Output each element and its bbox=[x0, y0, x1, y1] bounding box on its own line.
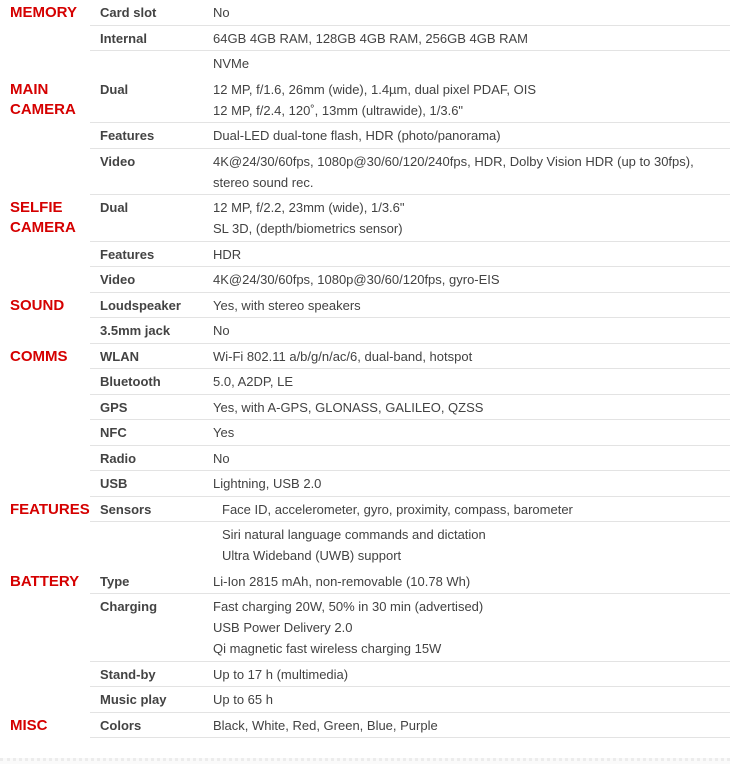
spec-label: Charging bbox=[100, 599, 158, 614]
spec-value-line: No bbox=[213, 5, 230, 20]
section-title bbox=[0, 125, 90, 146]
spec-label: WLAN bbox=[100, 348, 139, 364]
spec-value-line: No bbox=[213, 450, 230, 466]
section-title bbox=[0, 320, 90, 341]
spec-row bbox=[0, 123, 730, 149]
spec-value bbox=[203, 28, 730, 49]
spec-value bbox=[203, 151, 730, 193]
page-footer bbox=[0, 738, 730, 764]
spec-value-line: Yes bbox=[213, 425, 235, 440]
spec-label: Radio bbox=[100, 450, 137, 466]
spec-value-line: Qi magnetic fast wireless charging 15W bbox=[213, 641, 442, 656]
spec-value bbox=[203, 295, 730, 316]
spec-value-line: HDR bbox=[213, 246, 242, 262]
section-title bbox=[0, 269, 90, 290]
section-title bbox=[0, 244, 90, 265]
spec-value-line: Up to 65 h bbox=[213, 692, 273, 707]
section-title: MEMORY bbox=[10, 4, 77, 21]
spec-value bbox=[203, 320, 730, 341]
section-title bbox=[0, 473, 90, 494]
spec-row bbox=[0, 395, 730, 421]
spec-value bbox=[203, 715, 730, 736]
spec-label: Internal bbox=[100, 30, 147, 46]
spec-value bbox=[203, 422, 730, 443]
spec-label: Colors bbox=[100, 717, 142, 733]
spec-value-line: 12 MP, f/2.2, 23mm (wide), 1/3.6" bbox=[213, 200, 405, 215]
spec-value-line: 4K@24/30/60fps, 1080p@30/60/120/240fps, HDR, Dolby Vision HDR (up to 30fps), stereo sound rec. bbox=[213, 153, 694, 190]
spec-value-line: Black, White, Red, Green, Blue, Purple bbox=[213, 717, 438, 733]
section-title: SOUND bbox=[10, 296, 65, 314]
spec-label: Video bbox=[100, 272, 136, 287]
spec-value bbox=[203, 53, 730, 74]
section-title bbox=[0, 53, 90, 74]
spec-label: Dual bbox=[100, 81, 129, 97]
spec-row bbox=[0, 242, 730, 268]
spec-row bbox=[0, 51, 730, 77]
spec-row bbox=[0, 77, 730, 124]
spec-row bbox=[0, 471, 730, 497]
spec-value bbox=[203, 244, 730, 265]
spec-label bbox=[90, 53, 203, 74]
spec-label: Features bbox=[100, 246, 155, 262]
spec-value-line: 4K@24/30/60fps, 1080p@30/60/120fps, gyro-EIS bbox=[213, 272, 500, 287]
spec-value-line: 64GB 4GB RAM, 128GB 4GB RAM, 256GB 4GB RAM bbox=[213, 30, 529, 46]
spec-value-line: 12 MP, f/1.6, 26mm (wide), 1.4µm, dual pixel PDAF, OIS bbox=[213, 81, 536, 97]
spec-row bbox=[0, 594, 730, 662]
spec-label: Video bbox=[100, 153, 136, 169]
spec-value bbox=[203, 689, 730, 710]
spec-row bbox=[0, 26, 730, 52]
spec-label: Card slot bbox=[100, 5, 157, 20]
spec-row bbox=[0, 149, 730, 196]
spec-row bbox=[0, 569, 730, 595]
section-title bbox=[0, 596, 90, 659]
spec-value-line: NVMe bbox=[213, 56, 250, 71]
spec-value-line: Lightning, USB 2.0 bbox=[213, 476, 322, 491]
spec-value-line: 12 MP, f/2.4, 120˚, 13mm (ultrawide), 1/3.6" bbox=[213, 102, 464, 118]
spec-value-line: Ultra Wideband (UWB) support bbox=[222, 548, 402, 563]
spec-value-line: Up to 17 h (multimedia) bbox=[213, 666, 349, 682]
section-title bbox=[0, 397, 90, 418]
spec-label: NFC bbox=[100, 425, 127, 440]
spec-row bbox=[0, 687, 730, 713]
spec-row bbox=[0, 713, 730, 739]
spec-value-line: Face ID, accelerometer, gyro, proximity, compass, barometer bbox=[222, 501, 573, 517]
section-title: COMMS bbox=[10, 347, 68, 365]
spec-value bbox=[203, 397, 730, 418]
spec-row bbox=[0, 293, 730, 319]
spec-value-line: Yes, with A-GPS, GLONASS, GALILEO, QZSS bbox=[213, 399, 484, 415]
spec-row bbox=[0, 318, 730, 344]
spec-value bbox=[203, 664, 730, 685]
section-title bbox=[0, 524, 90, 566]
spec-label: Stand-by bbox=[100, 666, 156, 682]
section-title: FEATURES bbox=[10, 500, 90, 518]
spec-row bbox=[0, 420, 730, 446]
spec-value bbox=[203, 596, 730, 659]
page-footer-strip bbox=[0, 758, 730, 764]
spec-value bbox=[203, 371, 730, 392]
section-title bbox=[0, 664, 90, 685]
spec-value bbox=[203, 269, 730, 290]
spec-row bbox=[0, 0, 730, 26]
section-title bbox=[0, 422, 90, 443]
spec-value bbox=[203, 2, 730, 23]
spec-row bbox=[0, 195, 730, 242]
spec-row bbox=[0, 344, 730, 370]
spec-value bbox=[203, 79, 730, 121]
spec-row bbox=[0, 662, 730, 688]
spec-value bbox=[203, 524, 730, 566]
spec-label: GPS bbox=[100, 399, 128, 415]
spec-label: Sensors bbox=[100, 501, 152, 517]
section-title bbox=[0, 448, 90, 469]
spec-label: Features bbox=[100, 128, 155, 143]
spec-row bbox=[0, 267, 730, 293]
section-title: SELFIE CAMERA bbox=[10, 199, 76, 236]
spec-value-line: Siri natural language commands and dictation bbox=[222, 527, 486, 542]
section-title bbox=[0, 151, 90, 193]
spec-label: Loudspeaker bbox=[100, 297, 181, 313]
section-title: MISC bbox=[10, 716, 48, 734]
spec-label: USB bbox=[100, 476, 128, 491]
section-title: MAIN CAMERA bbox=[10, 80, 76, 118]
spec-value bbox=[203, 346, 730, 367]
spec-label: Bluetooth bbox=[100, 374, 161, 389]
section-title bbox=[0, 689, 90, 710]
spec-value bbox=[203, 473, 730, 494]
spec-value-line: Fast charging 20W, 50% in 30 min (advertised) bbox=[213, 599, 484, 614]
spec-value bbox=[203, 499, 730, 520]
spec-label: 3.5mm jack bbox=[100, 323, 171, 338]
spec-value bbox=[203, 125, 730, 146]
spec-value-line: No bbox=[213, 323, 230, 338]
spec-label: Dual bbox=[100, 200, 129, 215]
spec-value-line: Wi-Fi 802.11 a/b/g/n/ac/6, dual-band, hotspot bbox=[213, 348, 473, 364]
spec-value bbox=[203, 197, 730, 239]
spec-label bbox=[90, 524, 203, 566]
spec-value bbox=[203, 571, 730, 592]
spec-value-line: 5.0, A2DP, LE bbox=[213, 374, 293, 389]
spec-row bbox=[0, 446, 730, 472]
section-title: BATTERY bbox=[10, 572, 80, 590]
spec-row bbox=[0, 369, 730, 395]
spec-label: Music play bbox=[100, 692, 167, 707]
spec-value-line: Li-Ion 2815 mAh, non-removable (10.78 Wh) bbox=[213, 573, 471, 589]
section-title bbox=[0, 28, 90, 49]
spec-value-line: Yes, with stereo speakers bbox=[213, 297, 361, 313]
spec-label: Type bbox=[100, 573, 130, 589]
spec-value-line: USB Power Delivery 2.0 bbox=[213, 620, 353, 635]
spec-value-line: Dual-LED dual-tone flash, HDR (photo/panorama) bbox=[213, 128, 501, 143]
spec-value-line: SL 3D, (depth/biometrics sensor) bbox=[213, 221, 403, 236]
spec-value bbox=[203, 448, 730, 469]
spec-row bbox=[0, 522, 730, 569]
spec-row bbox=[0, 497, 730, 523]
section-title bbox=[0, 371, 90, 392]
